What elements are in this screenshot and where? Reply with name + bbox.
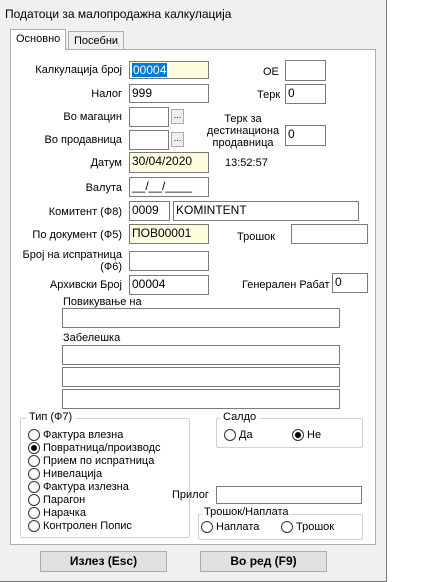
radio-icon (292, 429, 304, 441)
note-field-3[interactable] (62, 389, 340, 409)
type-option-5[interactable]: Парагон (28, 493, 85, 506)
radio-icon (28, 507, 40, 519)
prilog-label: Прилог (172, 489, 209, 501)
dispatch-field[interactable] (129, 251, 209, 271)
radio-icon (28, 429, 40, 441)
radio-icon (28, 481, 40, 493)
tab-osnovno[interactable]: Основно (10, 29, 66, 50)
prilog-field[interactable] (216, 486, 362, 504)
terk-dest-label: Терк за дестинациона продавница (206, 113, 280, 149)
cost-label: Трошок (237, 231, 276, 243)
radio-icon (224, 429, 236, 441)
radio-icon (201, 521, 213, 533)
type-option-3[interactable]: Нивелација (28, 467, 102, 480)
dispatch-label: Број на испратница (Ф6) (22, 249, 122, 273)
note-field-2[interactable] (62, 367, 340, 387)
order-field[interactable]: 999 (129, 84, 209, 103)
tab-posebni[interactable]: Посебни (68, 31, 124, 50)
archive-field[interactable]: 00004 (129, 275, 209, 295)
return-of-field[interactable] (62, 308, 340, 328)
shop-browse-button[interactable]: ... (171, 132, 184, 147)
terk-dest-field[interactable]: 0 (285, 125, 326, 146)
oe-field[interactable] (285, 60, 326, 81)
cost-option-collect[interactable]: Наплата (201, 520, 259, 533)
cost-group-title: Трошок/Наплата (201, 506, 292, 518)
type-option-1[interactable]: Повратница/производс (28, 441, 161, 454)
type-option-6[interactable]: Нарачка (28, 506, 86, 519)
type-option-2[interactable]: Прием по испратница (28, 454, 154, 467)
calc-no-label: Калкулација број (35, 64, 122, 76)
return-of-label: Повикување на (63, 296, 142, 308)
oe-label: ОЕ (263, 66, 279, 78)
date-field[interactable]: 30/04/2020 (129, 152, 209, 173)
radio-icon (28, 520, 40, 532)
cost-option-cost[interactable]: Трошок (281, 520, 334, 533)
radio-icon (281, 521, 293, 533)
saldo-option-no[interactable]: Не (292, 428, 321, 441)
radio-icon (28, 494, 40, 506)
terk-label: Терк (257, 89, 281, 101)
shop-label: Во продавница (44, 134, 122, 146)
ok-button[interactable]: Во ред (F9) (200, 551, 327, 572)
client-code-field[interactable]: 0009 (129, 201, 170, 221)
radio-icon (28, 442, 40, 454)
currency-label: Валута (85, 182, 122, 194)
window-title: Податоци за малопродажна калкулација (5, 7, 232, 21)
time-display: 13:52:57 (225, 157, 268, 169)
warehouse-label: Во магацин (63, 111, 122, 123)
type-option-0[interactable]: Фактура влезна (28, 428, 123, 441)
date-label: Датум (90, 157, 122, 169)
archive-label: Архивски Број (49, 279, 122, 291)
calc-no-field[interactable]: 00004 (129, 61, 209, 79)
client-label: Комитент (Ф8) (48, 206, 122, 218)
rabat-field[interactable]: 0 (332, 273, 368, 293)
note-label: Забелешка (63, 332, 121, 344)
note-field-1[interactable] (62, 345, 340, 365)
order-label: Налог (91, 88, 122, 100)
saldo-group-title: Салдо (220, 411, 259, 423)
shop-field[interactable] (129, 130, 169, 150)
exit-button[interactable]: Излез (Esc) (40, 551, 167, 572)
rabat-label: Генерален Рабат (242, 279, 330, 291)
radio-icon (28, 455, 40, 467)
warehouse-browse-button[interactable]: ... (171, 109, 184, 124)
doc-field[interactable]: ПОВ00001 (129, 224, 209, 244)
type-option-7[interactable]: Контролен Попис (28, 519, 132, 532)
terk-field[interactable]: 0 (285, 84, 326, 104)
cost-field[interactable] (291, 224, 368, 244)
type-option-4[interactable]: Фактура излезна (28, 480, 129, 493)
saldo-option-yes[interactable]: Да (224, 428, 253, 441)
radio-icon (28, 468, 40, 480)
type-group-title: Тип (Ф7) (26, 411, 75, 423)
doc-label: По документ (Ф5) (32, 229, 122, 241)
warehouse-field[interactable] (129, 107, 169, 127)
client-name-field[interactable]: KOMINTENT (173, 201, 359, 221)
currency-field[interactable]: __/__/____ (129, 177, 209, 197)
